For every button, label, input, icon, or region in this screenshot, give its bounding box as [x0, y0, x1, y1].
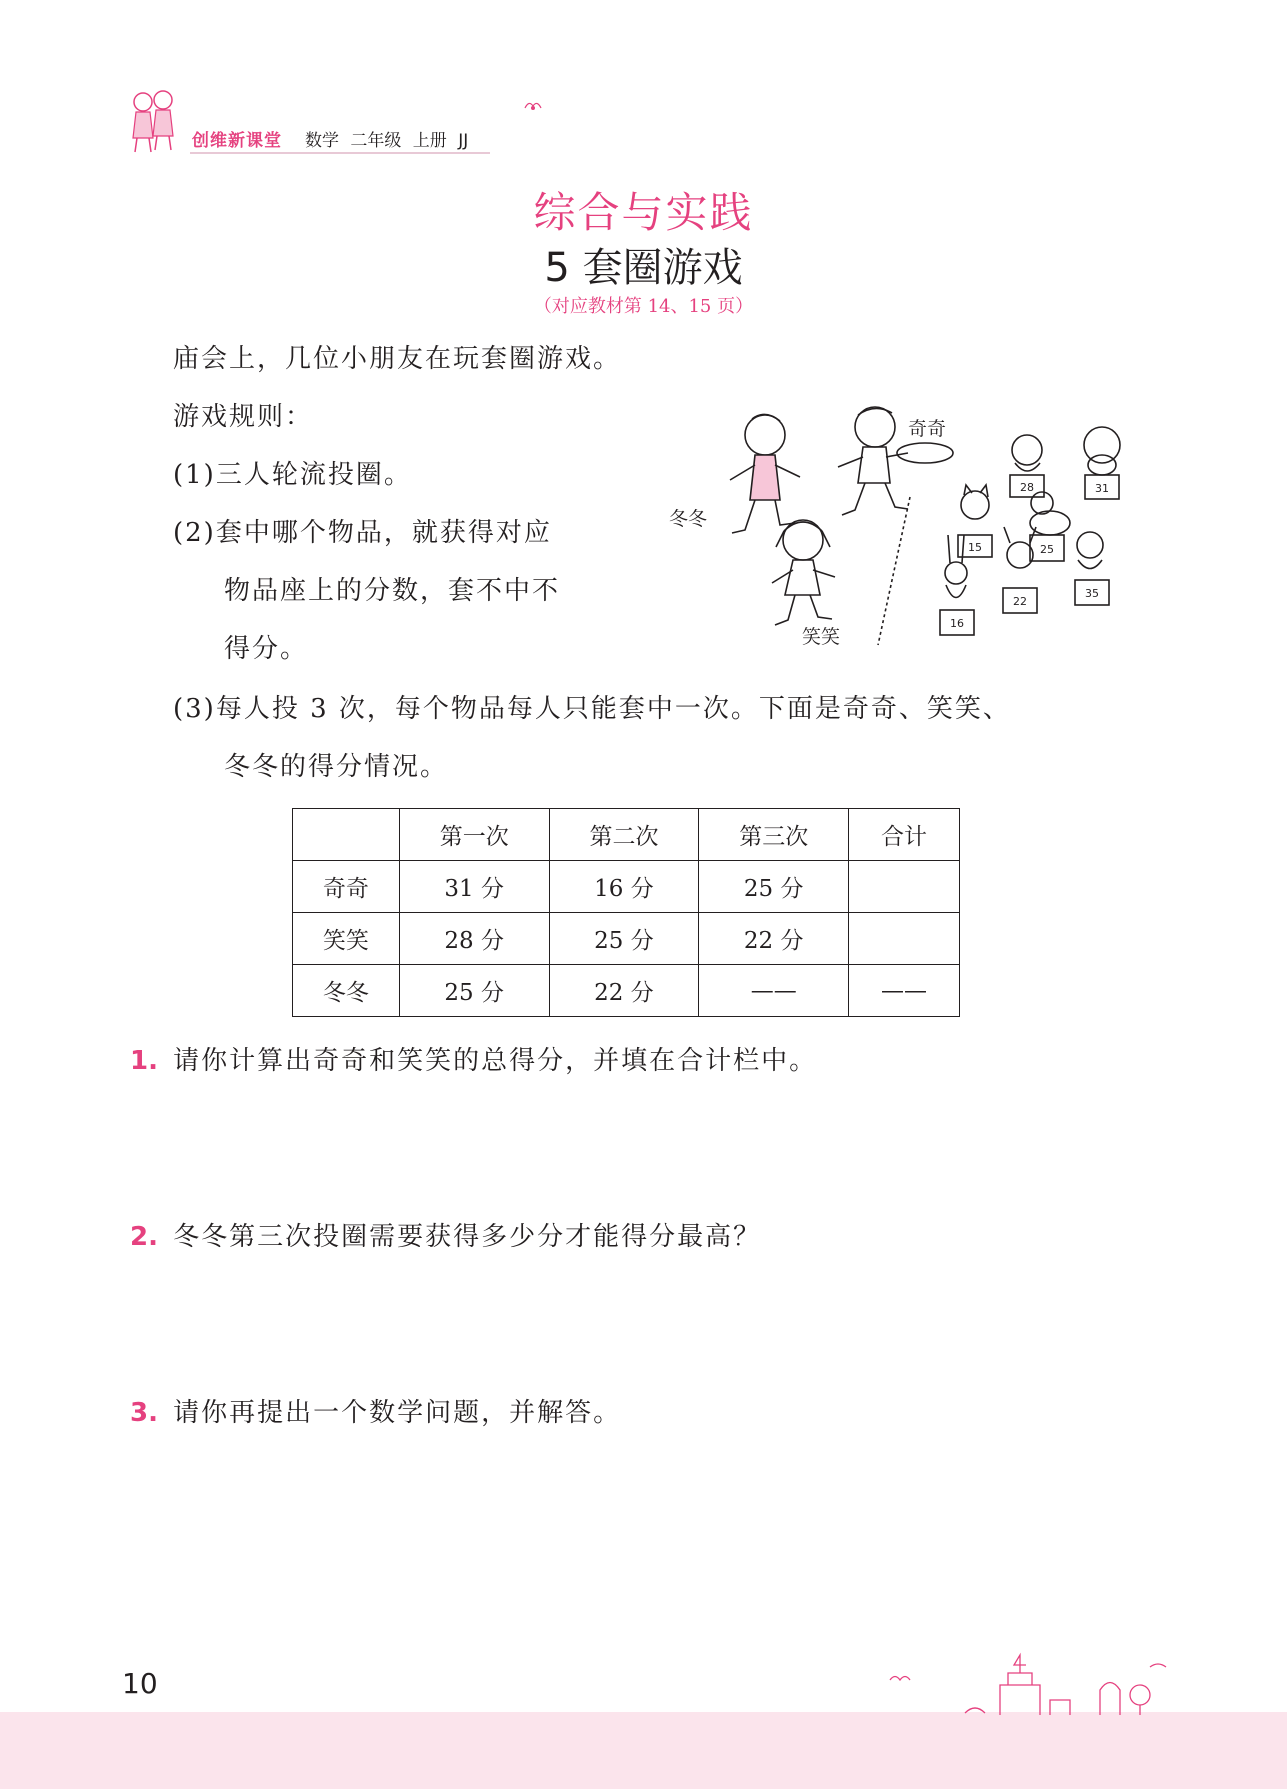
question-text: 请你计算出奇奇和笑笑的总得分，并填在合计栏中。 — [173, 1046, 818, 1076]
kids-logo-icon — [125, 88, 183, 154]
rule-1: (1)三人轮流投圈。 — [173, 460, 412, 490]
header-divider — [190, 152, 490, 154]
score-table — [292, 808, 960, 1017]
dongdong-figure — [730, 414, 800, 533]
table-row — [293, 913, 960, 965]
row-label: 冬冬 — [293, 965, 400, 1017]
prize-score-25: 25 — [1040, 543, 1054, 556]
rule-2-line-3: 得分。 — [224, 634, 309, 664]
section-title: 综合与实践 — [533, 188, 754, 237]
prize-score-16: 16 — [950, 617, 964, 630]
total-cell[interactable] — [849, 913, 960, 965]
table-header-cell: 第二次 — [549, 809, 699, 861]
table-header-cell: 第一次 — [399, 809, 549, 861]
table-row — [293, 861, 960, 913]
question-text: 请你再提出一个数学问题，并解答。 — [173, 1398, 622, 1428]
table-cell: 25 分 — [699, 861, 849, 913]
lesson-title: 5 套圈游戏 — [544, 245, 743, 291]
table-cell: 25 分 — [399, 965, 549, 1017]
table-cell: —— — [849, 965, 960, 1017]
table-row — [293, 965, 960, 1017]
name-label-xiaoxiao: 笑笑 — [802, 626, 841, 648]
table-header-cell — [293, 809, 400, 861]
brand-name: 创维新课堂 — [192, 131, 282, 151]
prize-pedestals — [940, 475, 1119, 635]
question-number: 2. — [130, 1222, 158, 1252]
castle-decoration-icon — [880, 1645, 1180, 1720]
fairy-icon — [523, 98, 543, 114]
xiaoxiao-figure — [772, 520, 835, 625]
table-header-cell: 第三次 — [699, 809, 849, 861]
table-cell: 25 分 — [549, 913, 699, 965]
table-cell: 31 分 — [399, 861, 549, 913]
row-label: 笑笑 — [293, 913, 400, 965]
prize-score-31: 31 — [1095, 482, 1109, 495]
intro-text: 庙会上，几位小朋友在玩套圈游戏。 — [173, 344, 622, 374]
question-2 — [130, 1222, 761, 1252]
table-header-row — [293, 809, 960, 861]
rule-3-line-1: (3)每人投 3 次，每个物品每人只能套中一次。下面是奇奇、笑笑、 — [173, 694, 1011, 724]
question-number: 1. — [130, 1046, 158, 1076]
rules-title: 游戏规则： — [173, 402, 314, 432]
table-cell: 16 分 — [549, 861, 699, 913]
textbook-reference: （对应教材第 14、15 页） — [533, 296, 754, 317]
book-subject: 数学 二年级 上册 JJ — [305, 131, 469, 151]
name-label-dongdong: 冬冬 — [669, 508, 708, 530]
name-label-qiqi: 奇奇 — [908, 418, 947, 440]
table-cell: 28 分 — [399, 913, 549, 965]
prize-score-15: 15 — [968, 541, 982, 554]
table-cell: 22 分 — [699, 913, 849, 965]
rule-3-line-2: 冬冬的得分情况。 — [224, 752, 449, 782]
question-text: 冬冬第三次投圈需要获得多少分才能得分最高？ — [173, 1222, 762, 1252]
footer-band — [0, 1712, 1287, 1789]
question-3 — [130, 1398, 621, 1428]
page-number: 10 — [122, 1667, 158, 1700]
question-1 — [130, 1046, 817, 1076]
table-cell: 22 分 — [549, 965, 699, 1017]
prize-score-35: 35 — [1085, 587, 1099, 600]
ring-toss-illustration — [660, 405, 1145, 670]
rule-2-line-2: 物品座上的分数，套不中不 — [224, 576, 561, 606]
prize-score-28: 28 — [1020, 481, 1034, 494]
prize-score-22: 22 — [1013, 595, 1027, 608]
total-cell[interactable] — [849, 861, 960, 913]
table-cell: —— — [699, 965, 849, 1017]
table-header-cell: 合计 — [849, 809, 960, 861]
rule-2-line-1: (2)套中哪个物品，就获得对应 — [173, 518, 552, 548]
question-number: 3. — [130, 1398, 158, 1428]
row-label: 奇奇 — [293, 861, 400, 913]
